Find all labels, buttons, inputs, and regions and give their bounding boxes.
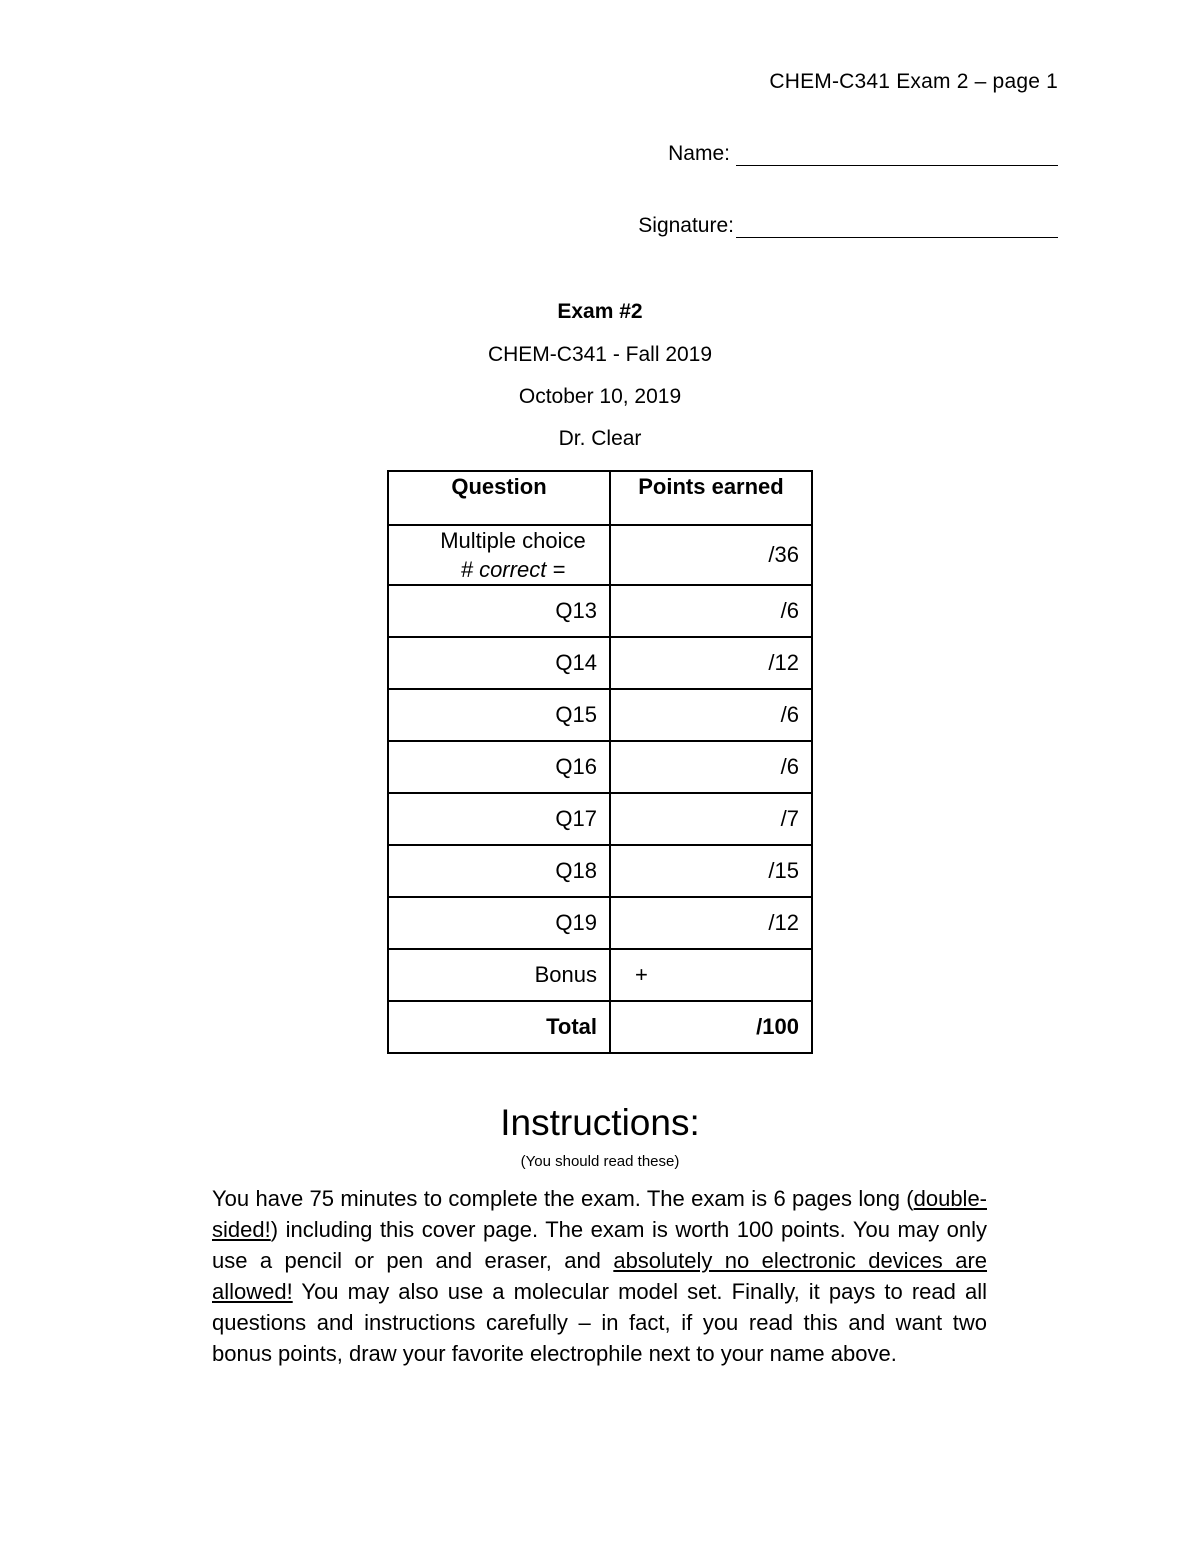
table-row-bonus [388,949,812,1001]
table-row [388,897,812,949]
total-points: /100 [610,1001,812,1053]
table-row [388,845,812,897]
question-cell: Q18 [388,845,610,897]
points-cell: /6 [610,741,812,793]
points-cell: /7 [610,793,812,845]
mc-correct-label: # correct = [460,557,566,582]
course-title: CHEM-C341 - Fall 2019 [487,343,713,366]
page-header: CHEM-C341 Exam 2 – page 1 [769,70,1058,93]
name-field[interactable] [668,142,1058,166]
question-cell: Bonus [388,949,610,1001]
points-cell: /6 [610,585,812,637]
signature-blank-line[interactable] [736,219,1058,238]
score-table [387,470,813,1054]
question-cell: Q17 [388,793,610,845]
table-row [388,585,812,637]
points-cell: /12 [610,897,812,949]
header-points: Points earned [610,471,812,525]
mc-label: Multiple choice [440,528,586,553]
instructions-body [212,1183,987,1369]
instructions-underline-2: absolutely no electronic devices are allowed! [212,1248,988,1304]
points-cell: /6 [610,689,812,741]
signature-field[interactable] [638,214,1058,238]
total-label: Total [388,1001,610,1053]
instructions-underline-1: double-sided! [212,1186,987,1242]
question-cell [388,525,610,585]
name-blank-line[interactable] [736,147,1058,166]
instructions-text-1: You have 75 minutes to complete the exam. The exam is 6 pages long ( [212,1186,914,1211]
question-cell: Q13 [388,585,610,637]
instructions-text-3: You may also use a molecular model set. Finally, it pays to read all questions and instructions carefully – in fact, if you read this and want two bonus points, draw your favorite electrophile next to your name above. [212,1279,987,1366]
instructions-title: Instructions: [500,1102,700,1143]
signature-label: Signature: [638,214,734,237]
points-cell: /36 [610,525,812,585]
name-label: Name: [668,142,730,165]
header-question: Question [388,471,610,525]
exam-date: October 10, 2019 [518,385,682,408]
question-cell: Q15 [388,689,610,741]
question-cell: Q16 [388,741,610,793]
table-row-multiple-choice [388,525,812,585]
table-header-row [388,471,812,525]
table-row [388,793,812,845]
table-row [388,637,812,689]
points-cell: /15 [610,845,812,897]
exam-title: Exam #2 [557,300,643,323]
points-cell: + [610,949,812,1001]
points-cell: /12 [610,637,812,689]
question-cell: Q19 [388,897,610,949]
question-cell: Q14 [388,637,610,689]
professor-name: Dr. Clear [558,427,642,450]
instructions-text-2: ) including this cover page. The exam is worth 100 points. You may only use a pencil or pen and eraser, and [212,1217,987,1273]
table-row [388,689,812,741]
table-row-total [388,1001,812,1053]
table-row [388,741,812,793]
instructions-note: (You should read these) [520,1153,680,1170]
